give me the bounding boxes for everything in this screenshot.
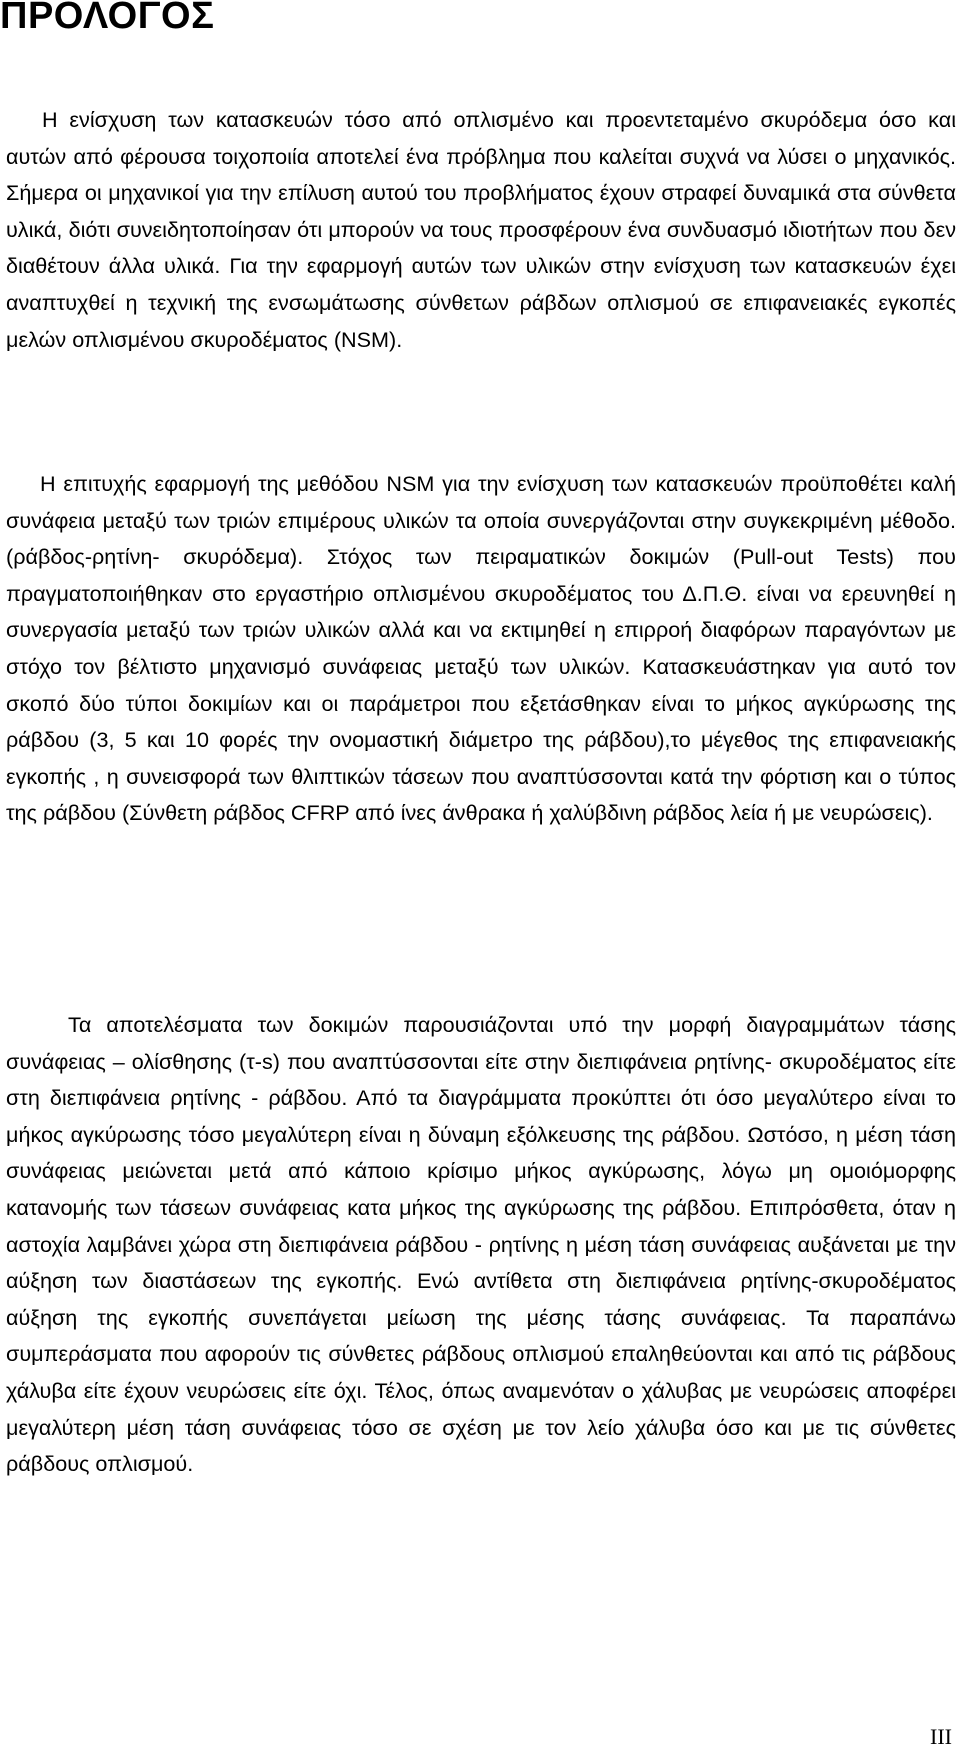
paragraph-3: Τα αποτελέσματα των δοκιμών παρουσιάζονται υπό την μορφή διαγραμμάτων τάσης συνάφειας – ολίσθησης (τ-s) που αναπτύσσονται είτε στην διεπιφάνεια ρητίνης- σκυροδέματος είτε στη διεπιφάνεια ρητίνης - ράβδου. Από τα διαγράμματα προκύπτει ότι όσο μεγαλύτερο είναι το μήκος αγκύρωσης τόσο μεγαλύτερη είναι η δύναμη εξόλκευσης της ράβδου. Ωστόσο, η μέση τάση συνάφειας μειώνεται μετά από κάποιο κρίσιμο μήκος αγκύρωσης, λόγω μη ομοιόμορφης κατανομής των τάσεων συνάφειας κατα μήκος της αγκύρωσης της ράβδου. Επιπρόσθετα, όταν η αστοχία λαμβάνει χώρα στη διεπιφάνεια ράβδου - ρητίνης η μέση τάση συνάφειας αυξάνεται με την αύξηση των διαστάσεων της εγκοπής. Ενώ αντίθετα στη διεπιφάνεια ρητίνης-σκυροδέματος αύξηση της εγκοπής συνεπάγεται μείωση της μέσης τάσης συνάφειας. Τα παραπάνω συμπεράσματα που αφορούν τις σύνθετες ράβδους οπλισμού επαληθεύονται και από τις ράβδους χάλυβα είτε έχουν νευρώσεις είτε όχι. Τέλος, όπως αναμενόταν ο χάλυβας με νευρώσεις αποφέρει μεγαλύτερη μέση τάση συνάφειας τόσο σε σχέση με τον λείο χάλυβα όσο και με τις σύνθετες ράβδους οπλισμού. [6,1012,956,1477]
paragraph-2: Η επιτυχής εφαρμογή της μεθόδου NSM για την ενίσχυση των κατασκευών προϋποθέτει καλή συνάφεια μεταξύ των τριών επιμέρους υλικών τα οποία συνεργάζονται στην συγκεκριμένη μέθοδο.(ράβδος-ρητίνη- σκυρόδεμα). Στόχος των πειραματικών δοκιμών (Pull-out Tests) που πραγματοποιήθηκαν στο εργαστήριο οπλισμένου σκυροδέματος του Δ.Π.Θ. είναι να ερευνηθεί η συνεργασία μεταξύ των τριών υλικών αλλά και να εκτιμηθεί η επιρροή διαφόρων παραγόντων με στόχο τον βέλτιστο μηχανισμό συνάφειας μεταξύ των υλικών. Κατασκευάστηκαν για αυτό τον σκοπό δύο τύποι δοκιμίων και οι παράμετροι που εξετάσθηκαν είναι το μήκος αγκύρωσης της ράβδου (3, 5 και 10 φορές την ονομαστική διάμετρο της ράβδου),το μέγεθος της επιφανειακής εγκοπής , η συνεισφορά των θλιπτικών τάσεων που αναπτύσσονται κατά την φόρτιση και ο τύπος της ράβδου (Σύνθετη ράβδος CFRP από ίνες άνθρακα ή χαλύβδινη ράβδος λεία ή με νευρώσεις). [6,471,956,826]
page-number: III [930,1724,952,1749]
page-title: ΠΡΟΛΟΓΟΣ [0,0,215,37]
paragraph-1: Η ενίσχυση των κατασκευών τόσο από οπλισμένο και προεντεταμένο σκυρόδεμα όσο και αυτών από φέρουσα τοιχοποιία αποτελεί ένα πρόβλημα που καλείται συχνά να λύσει ο μηχανικός. Σήμερα οι μηχανικοί για την επίλυση αυτού του προβλήματος έχουν στραφεί δυναμικά στα σύνθετα υλικά, διότι συνειδητοποίησαν ότι μπορούν να τους προσφέρουν ένα συνδυασμό ιδιοτήτων που δεν διαθέτουν άλλα υλικά. Για την εφαρμογή αυτών των υλικών στην ενίσχυση των κατασκευών έχει αναπτυχθεί η τεχνική της ενσωμάτωσης σύνθετων ράβδων οπλισμού σε επιφανειακές εγκοπές μελών οπλισμένου σκυροδέματος (NSM). [6,107,956,352]
